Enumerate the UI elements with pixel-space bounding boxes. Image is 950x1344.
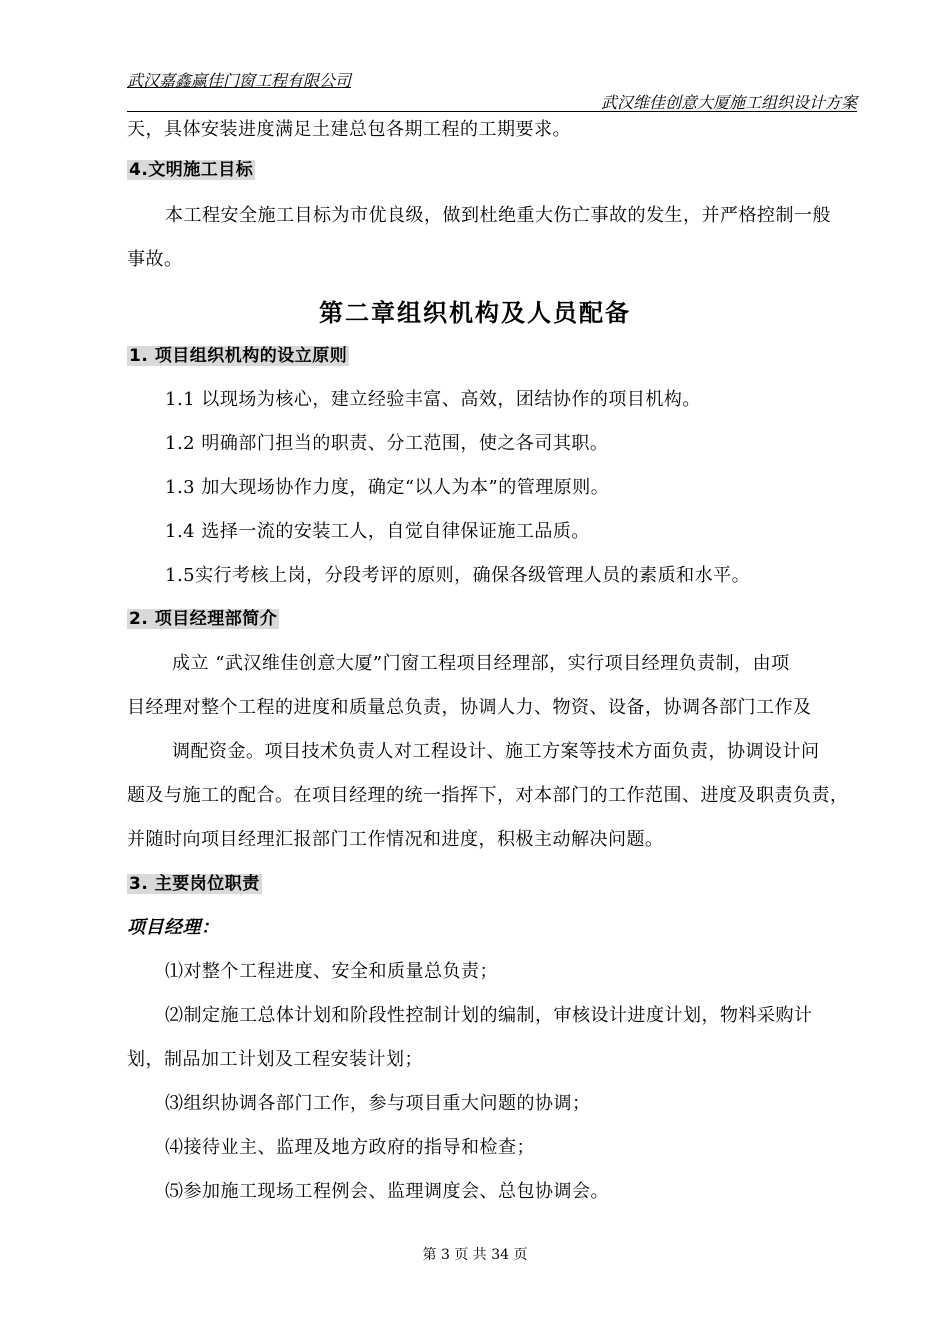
pm-duty-item: ⑸参加施工现场工程例会、监理调度会、总包协调会。 — [165, 1181, 609, 1202]
pm-duty-item: ⑷接待业主、监理及地方政府的指导和检查； — [165, 1137, 535, 1158]
section-2-line: 成立 “武汉维佳创意大厦”门窗工程项目经理部，实行项目经理负责制，由项 — [172, 653, 790, 674]
section-2-line: 调配资金。项目技术负责人对工程设计、施工方案等技术方面负责，协调设计问 — [172, 741, 820, 762]
section-4-paragraph-line-1: 本工程安全施工目标为市优良级，做到杜绝重大伤亡事故的发生，并严格控制一般 — [165, 205, 831, 226]
pm-duty-item: ⑴对整个工程进度、安全和质量总负责； — [165, 961, 498, 982]
section-2-line: 目经理对整个工程的进度和质量总负责，协调人力、物资、设备，协调各部门工作及 — [127, 697, 812, 718]
page-number: 第 3 页 共 34 页 — [422, 1247, 528, 1263]
section-3-title-text: 3. 主要岗位职责 — [129, 874, 260, 894]
section-1-title-text: 1. 项目组织机构的设立原则 — [129, 346, 348, 366]
header-company: 武汉嘉鑫赢佳门窗工程有限公司 — [127, 71, 352, 90]
section-2-title — [127, 606, 857, 632]
section-1-item: 1.4 选择一流的安装工人，自觉自律保证施工品质。 — [165, 521, 590, 542]
pm-duty-item: ⑶组织协调各部门工作，参与项目重大问题的协调； — [165, 1093, 591, 1114]
header-project: 武汉维佳创意大厦施工组织设计方案 — [600, 93, 857, 112]
project-manager-title: 项目经理： — [127, 917, 220, 938]
pm-duty-item: 划，制品加工计划及工程安装计划； — [127, 1049, 423, 1070]
continuation-text: 天，具体安装进度满足土建总包各期工程的工期要求。 — [127, 119, 571, 140]
section-1-item: 1.5实行考核上岗，分段考评的原则，确保各级管理人员的素质和水平。 — [165, 565, 751, 586]
section-2-line: 并随时向项目经理汇报部门工作情况和进度，积极主动解决问题。 — [127, 829, 664, 850]
section-1-item: 1.1 以现场为核心，建立经验丰富、高效，团结协作的项目机构。 — [165, 389, 701, 410]
section-3-title — [127, 871, 857, 897]
section-4-paragraph-line-2: 事故。 — [127, 249, 183, 270]
section-2-line: 题及与施工的配合。在项目经理的统一指挥下，对本部门的工作范围、进度及职责负责， — [127, 785, 849, 806]
header-rule — [127, 111, 857, 112]
section-4-title-text: 4.文明施工目标 — [129, 160, 254, 180]
section-1-title — [127, 343, 857, 369]
section-1-item: 1.2 明确部门担当的职责、分工范围，使之各司其职。 — [165, 433, 609, 454]
chapter-title: 第二章组织机构及人员配备 — [319, 299, 631, 327]
section-2-title-text: 2. 项目经理部简介 — [129, 609, 278, 629]
pm-duty-item: ⑵制定施工总体计划和阶段性控制计划的编制，审核设计进度计划，物料采购计 — [165, 1005, 813, 1026]
section-1-item: 1.3 加大现场协作力度，确定“以人为本”的管理原则。 — [165, 477, 610, 498]
section-4-title — [127, 157, 857, 183]
